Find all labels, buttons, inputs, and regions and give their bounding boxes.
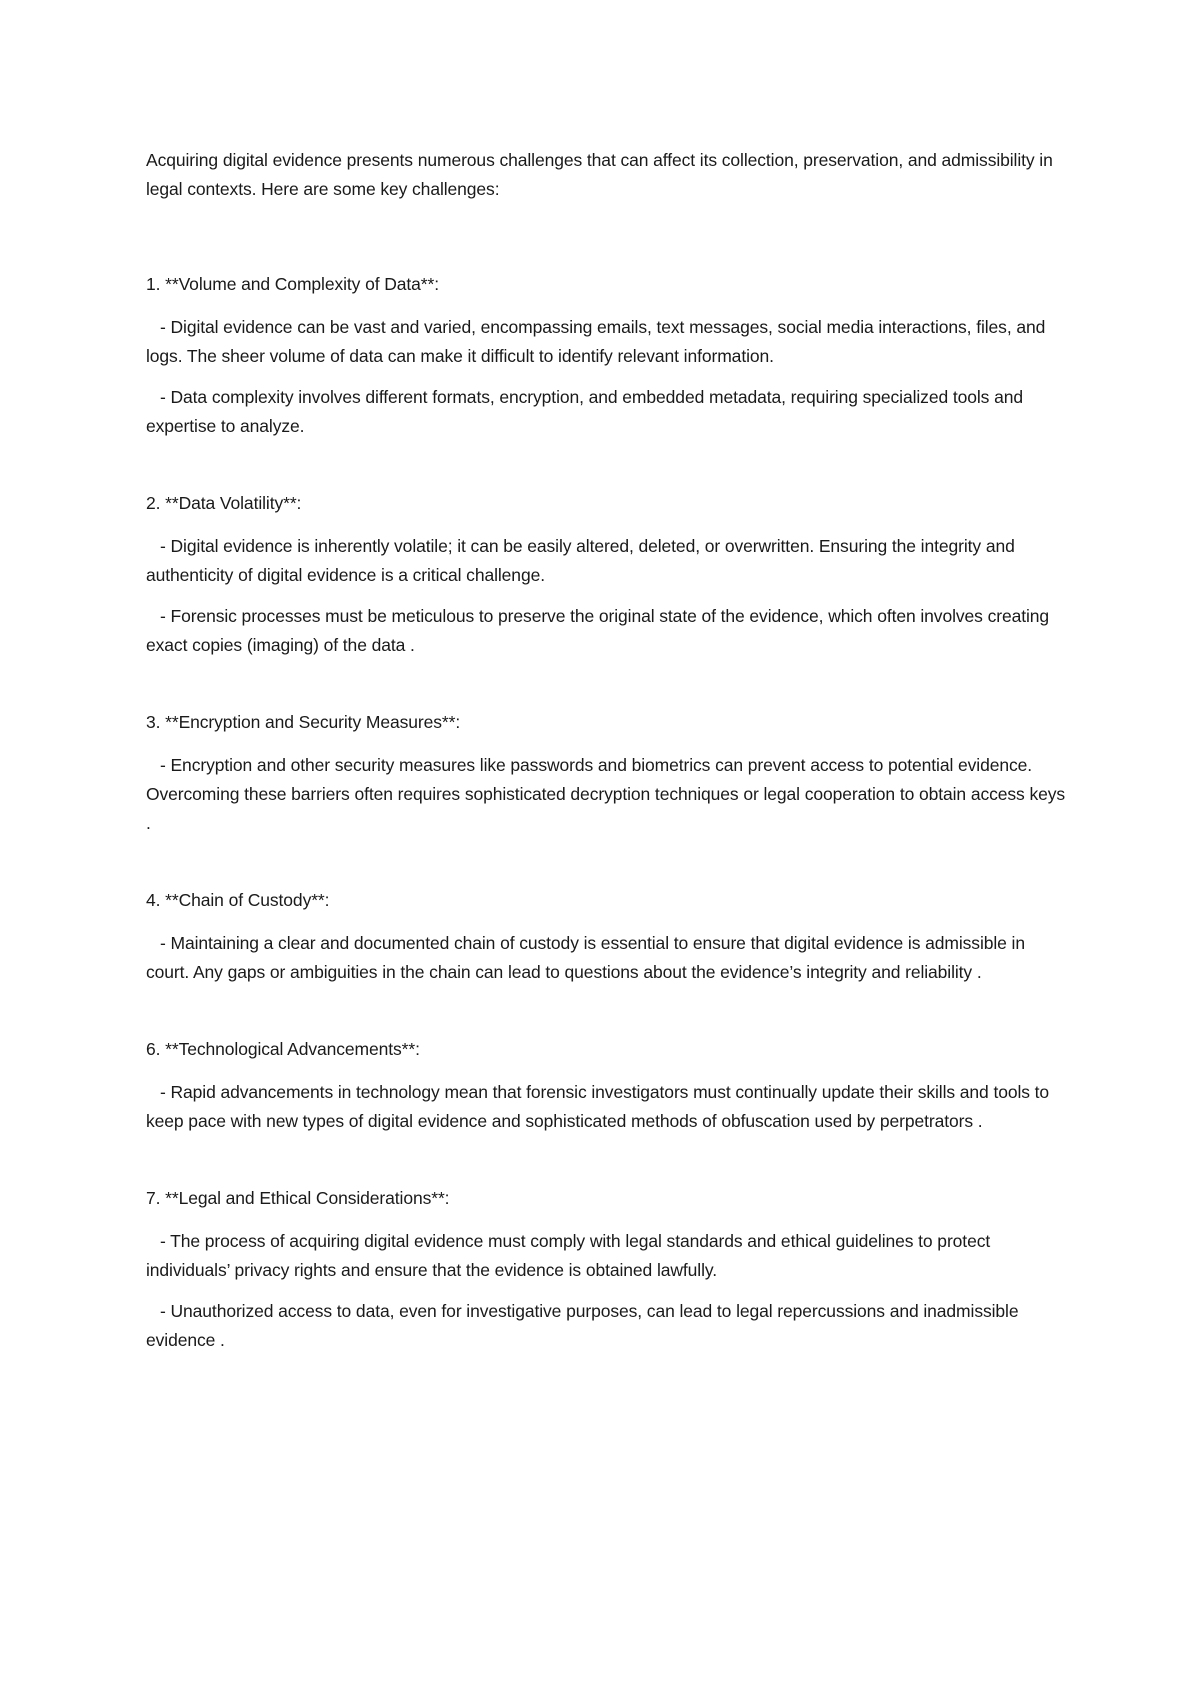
section-encryption-security xyxy=(146,708,1066,838)
section-heading: 6. **Technological Advancements**: xyxy=(146,1039,420,1059)
bullet-point: - Digital evidence is inherently volatile; it can be easily altered, deleted, or overwritten. Ensuring the integrity and authenticity of digital evidence is a critical challenge. xyxy=(146,536,1015,585)
section-heading: 7. **Legal and Ethical Considerations**: xyxy=(146,1188,450,1208)
section-legal-ethical xyxy=(146,1184,1066,1355)
bullet-point: - Unauthorized access to data, even for investigative purposes, can lead to legal repercussions and inadmissible evidence . xyxy=(146,1301,1019,1350)
intro-paragraph: Acquiring digital evidence presents numerous challenges that can affect its collection, preservation, and admissibility in legal contexts. Here are some key challenges: xyxy=(146,150,1053,199)
section-technological-advancements xyxy=(146,1035,1066,1136)
bullet-point: - Maintaining a clear and documented chain of custody is essential to ensure that digital evidence is admissible in court. Any gaps or ambiguities in the chain can lead to questions about the evidence’s integrity and reliability . xyxy=(146,933,1025,982)
document-body xyxy=(146,146,1066,1403)
section-heading: 4. **Chain of Custody**: xyxy=(146,890,330,910)
bullet-point: - Digital evidence can be vast and varied, encompassing emails, text messages, social media interactions, files, and logs. The sheer volume of data can make it difficult to identify relevant information. xyxy=(146,317,1046,366)
section-heading: 3. **Encryption and Security Measures**: xyxy=(146,712,461,732)
section-heading: 2. **Data Volatility**: xyxy=(146,493,302,513)
section-heading: 1. **Volume and Complexity of Data**: xyxy=(146,274,439,294)
bullet-point: - Rapid advancements in technology mean that forensic investigators must continually update their skills and tools to keep pace with new types of digital evidence and sophisticated methods of obfuscation used by perpetrators . xyxy=(146,1082,1050,1131)
bullet-point: - The process of acquiring digital evidence must comply with legal standards and ethical guidelines to protect individuals’ privacy rights and ensure that the evidence is obtained lawfully. xyxy=(146,1231,991,1280)
section-data-volatility xyxy=(146,489,1066,660)
bullet-point: - Forensic processes must be meticulous to preserve the original state of the evidence, which often involves creating exact copies (imaging) of the data . xyxy=(146,606,1050,655)
section-chain-of-custody xyxy=(146,886,1066,987)
section-volume-complexity xyxy=(146,270,1066,441)
bullet-point: - Data complexity involves different formats, encryption, and embedded metadata, requiring specialized tools and expertise to analyze. xyxy=(146,387,1023,436)
bullet-point: - Encryption and other security measures like passwords and biometrics can prevent access to potential evidence. Overcoming these barriers often requires sophisticated decryption techniques or legal cooperation to obtain access keys . xyxy=(146,755,1066,833)
